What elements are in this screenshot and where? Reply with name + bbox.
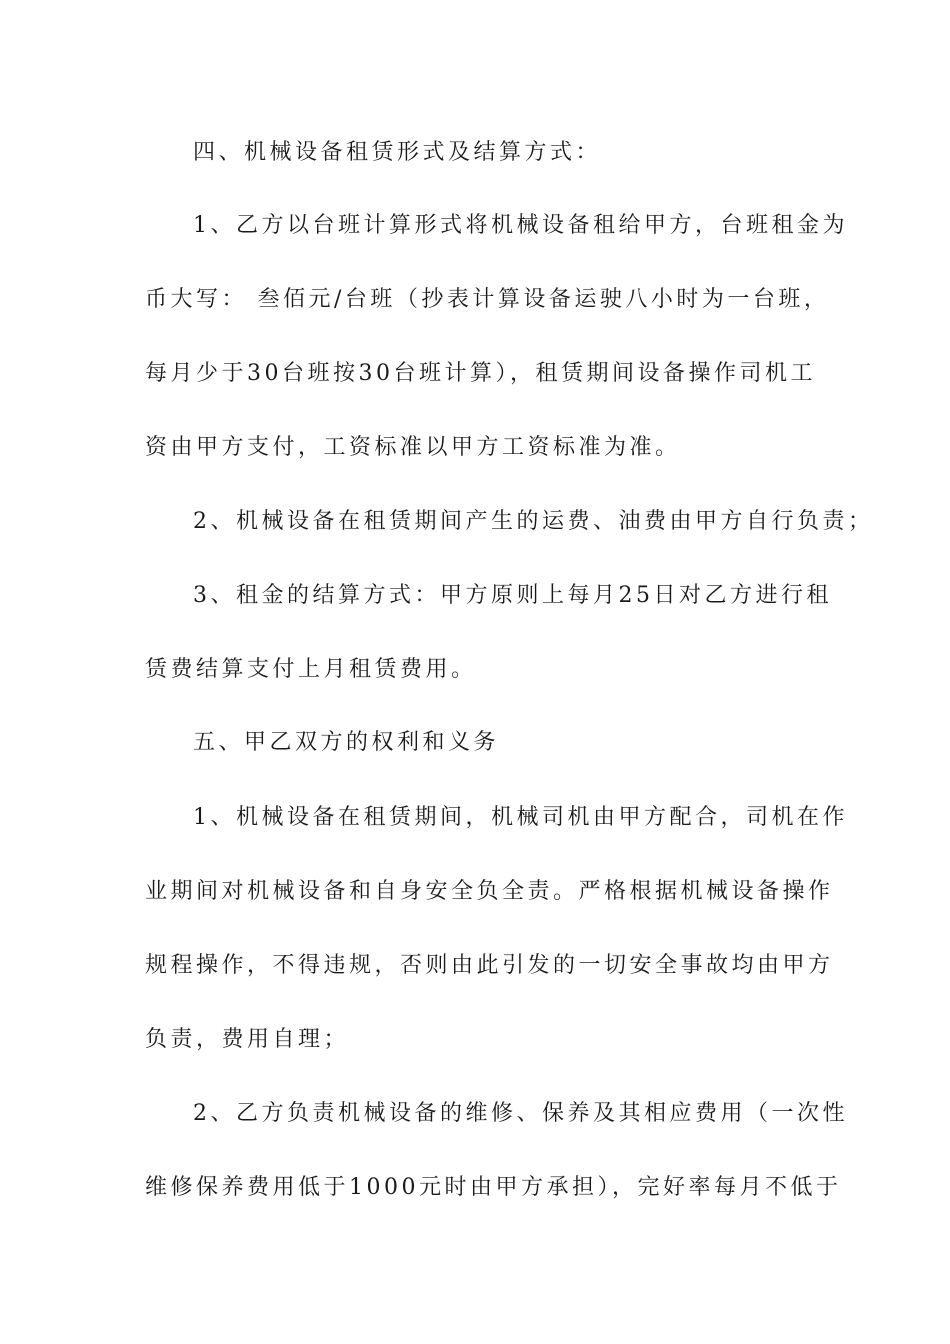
- paragraph-line: 规程操作，不得违规，否则由此引发的一切安全事故均由甲方: [145, 953, 834, 978]
- paragraph-line: 赁费结算支付上月租赁费用。: [145, 657, 477, 682]
- section-heading-five: 五、甲乙双方的权利和义务: [193, 730, 500, 755]
- paragraph-line: 1、机械设备在租赁期间，机械司机由甲方配合，司机在作: [193, 805, 848, 830]
- section-heading-four: 四、机械设备租赁形式及结算方式：: [193, 140, 602, 165]
- paragraph-line: 业期间对机械设备和自身安全负全责。严格根据机械设备操作: [145, 879, 834, 904]
- paragraph-line: 2、机械设备在租赁期间产生的运费、油费由甲方自行负责；: [193, 509, 874, 534]
- paragraph-line: 3、租金的结算方式：甲方原则上每月25日对乙方进行租: [193, 583, 832, 608]
- paragraph-line: 1、乙方以台班计算形式将机械设备租给甲方，台班租金为: [193, 213, 848, 238]
- paragraph-line: 负责，费用自理；: [145, 1027, 350, 1052]
- paragraph-line: 每月少于30台班按30台班计算），租赁期间设备操作司机工: [145, 361, 816, 386]
- paragraph-line: 币大写： 叁佰元/台班（抄表计算设备运驶八小时为一台班，: [145, 287, 830, 312]
- paragraph-line: 资由甲方支付，工资标准以甲方工资标准为准。: [145, 435, 681, 460]
- paragraph-line: 2、乙方负责机械设备的维修、保养及其相应费用（一次性: [193, 1101, 848, 1126]
- paragraph-line: 维修保养费用低于1000元时由甲方承担），完好率每月不低于: [145, 1175, 842, 1200]
